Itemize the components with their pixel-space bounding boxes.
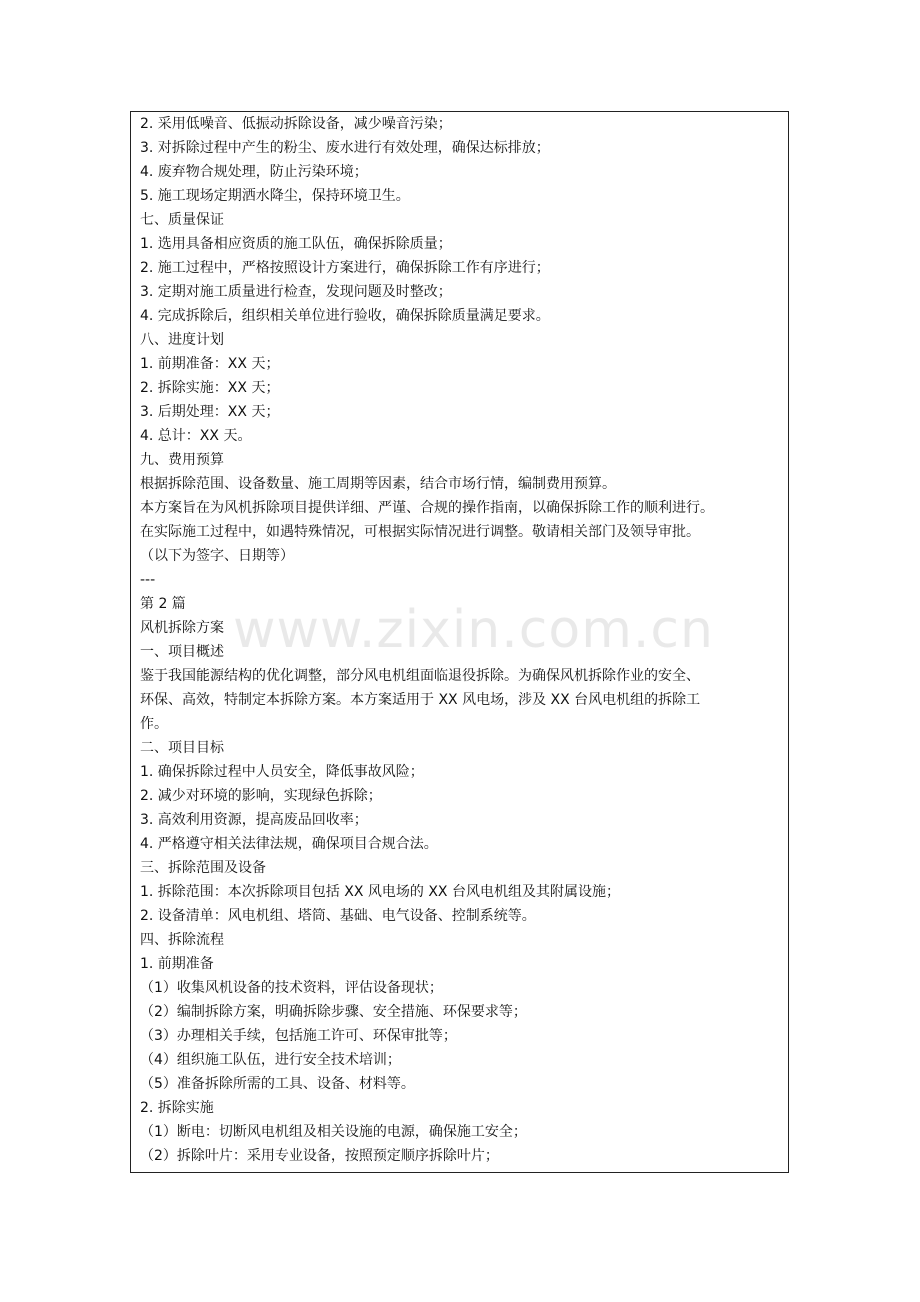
text-line: 4. 总计：XX 天。: [140, 428, 252, 444]
text-line: 3. 定期对施工质量进行检查，发现问题及时整改；: [140, 284, 452, 300]
section-heading: 二、项目目标: [140, 740, 224, 756]
text-line: 2. 设备清单：风电机组、塔筒、基础、电气设备、控制系统等。: [140, 908, 536, 924]
text-line: 环保、高效，特制定本拆除方案。本方案适用于 XX 风电场，涉及 XX 台风电机组的拆除工: [140, 692, 701, 708]
text-line: 3. 对拆除过程中产生的粉尘、废水进行有效处理，确保达标排放；: [140, 140, 550, 156]
text-line: 1. 前期准备：XX 天；: [140, 356, 280, 372]
text-line: 4. 废弃物合规处理，防止污染环境；: [140, 164, 368, 180]
text-line: 2. 施工过程中，严格按照设计方案进行，确保拆除工作有序进行；: [140, 260, 550, 276]
text-line: 根据拆除范围、设备数量、施工周期等因素，结合市场行情，编制费用预算。: [140, 476, 616, 492]
section-heading: 一、项目概述: [140, 644, 224, 660]
text-line: 2. 采用低噪音、低振动拆除设备，减少噪音污染；: [140, 116, 452, 132]
text-line: （2）拆除叶片：采用专业设备，按照预定顺序拆除叶片；: [140, 1148, 499, 1164]
text-line: 1. 选用具备相应资质的施工队伍，确保拆除质量；: [140, 236, 452, 252]
text-line: （4）组织施工队伍，进行安全技术培训；: [140, 1052, 401, 1068]
text-line: （3）办理相关手续，包括施工许可、环保审批等；: [140, 1028, 457, 1044]
document-body: [140, 112, 785, 1168]
section-heading: 四、拆除流程: [140, 932, 224, 948]
watermark: www.zixin.com.cn: [233, 600, 714, 660]
text-line: 4. 严格遵守相关法律法规，确保项目合规合法。: [140, 836, 438, 852]
section-heading: 八、进度计划: [140, 332, 224, 348]
text-line: 3. 高效利用资源，提高废品回收率；: [140, 812, 368, 828]
text-line: （以下为签字、日期等）: [140, 548, 294, 564]
text-line: 2. 拆除实施：XX 天；: [140, 380, 280, 396]
part-title: 第 2 篇: [140, 596, 186, 612]
text-line: 1. 确保拆除过程中人员安全，降低事故风险；: [140, 764, 424, 780]
section-heading: 九、费用预算: [140, 452, 224, 468]
subsection-heading: 2. 拆除实施: [140, 1100, 214, 1116]
text-line: 5. 施工现场定期洒水降尘，保持环境卫生。: [140, 188, 410, 204]
text-line: （5）准备拆除所需的工具、设备、材料等。: [140, 1076, 415, 1092]
text-line: 2. 减少对环境的影响，实现绿色拆除；: [140, 788, 382, 804]
text-line: 本方案旨在为风机拆除项目提供详细、严谨、合规的操作指南，以确保拆除工作的顺利进行。: [140, 500, 714, 516]
text-line: 鉴于我国能源结构的优化调整，部分风电机组面临退役拆除。为确保风机拆除作业的安全、: [140, 668, 700, 684]
text-line: 1. 拆除范围：本次拆除项目包括 XX 风电场的 XX 台风电机组及其附属设施；: [140, 884, 620, 900]
separator-text: ---: [140, 572, 156, 588]
text-line: 在实际施工过程中，如遇特殊情况，可根据实际情况进行调整。敬请相关部门及领导审批。: [140, 524, 700, 540]
text-line: （1）收集风机设备的技术资料，评估设备现状；: [140, 980, 443, 996]
document-title: 风机拆除方案: [140, 620, 224, 636]
text-line: 作。: [140, 716, 168, 732]
section-heading: 三、拆除范围及设备: [140, 860, 266, 876]
subsection-heading: 1. 前期准备: [140, 956, 214, 972]
section-heading: 七、质量保证: [140, 212, 224, 228]
text-line: （1）断电：切断风电机组及相关设施的电源，确保施工安全；: [140, 1124, 527, 1140]
text-line: （2）编制拆除方案，明确拆除步骤、安全措施、环保要求等；: [140, 1004, 527, 1020]
document-frame: [130, 111, 789, 1173]
text-line: 3. 后期处理：XX 天；: [140, 404, 280, 420]
text-line: 4. 完成拆除后，组织相关单位进行验收，确保拆除质量满足要求。: [140, 308, 550, 324]
